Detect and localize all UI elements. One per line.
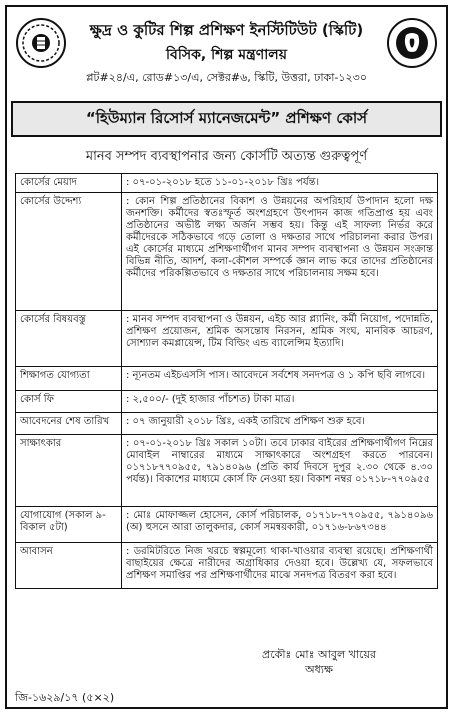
table-row — [16, 435, 438, 507]
course-title-banner: “হিউম্যান রিসোর্স ম্যানেজমেন্ট” প্রশিক্ষণ কোর্স — [11, 101, 442, 137]
row-label: কোর্সের বিষয়বস্তু — [16, 311, 122, 367]
table-row — [16, 507, 438, 543]
row-label: কোর্সের উদ্দেশ্য — [16, 193, 122, 311]
ministry-name: বিসিক, শিল্প মন্ত্রণালয় — [166, 47, 287, 63]
row-label: কোর্স ফি — [16, 391, 122, 413]
organization-address: প্লট#২৪/এ, রোড#১৩/এ, সেক্টর#৬, স্কিটি, উত্তরা, ঢাকা-১২৩০ — [86, 71, 367, 84]
signatory-name: প্রকৌঃ মোঃ আবুল খায়ের — [262, 648, 376, 661]
table-row — [16, 543, 438, 589]
row-label: কোর্সের মেয়াদ — [16, 174, 122, 193]
organization-title: ক্ষুদ্র ও কুটির শিল্প প্রশিক্ষণ ইনস্টিটিউট (স্কিটি) — [89, 21, 364, 39]
row-value: : মোঃ মোফাজ্জল হোসেন, কোর্স পরিচালক, ০১৭১৮-৭৭০৯৫৫, ৭৯১৪০৯৬ (অ) হুসনে আরা তালুকদার, কোর্স সমন্বয়কারী, ০১৭১৬-৮৬৭৩৪৪ — [122, 507, 438, 543]
header — [7, 7, 446, 95]
row-value: : ০৭-০১-২০১৮ হতে ১১-০১-২০১৮ খ্রিঃ পর্যন্ত। — [122, 174, 438, 193]
row-value: : মানব সম্পদ ব্যবস্থাপনা ও উন্নয়ন, এইচ আর প্ল্যানিং, কর্মী নিয়োগ, পদোন্নতি, প্রশিক্ষণ প্রয়োজন, শ্রমিক অসন্তোষ নিরসন, শ্রমিক সংঘ, মানবিক আচরণ, সোশ্যাল কমপ্লায়েন্স, টিম বিল্ডিং এন্ড ব্যালেন্সিম ইত্যাদি। — [122, 311, 438, 367]
row-label: সাক্ষাৎকার — [16, 435, 122, 507]
row-value: : ন্যূনতম এইচএসসি পাস। আবেদনে সর্বশেষ সনদপত্র ও ১ কপি ছবি লাগবে। — [122, 367, 438, 391]
reference-number: জি-১৬২৯/১৭ (৫×২) — [15, 691, 115, 704]
row-label: শিক্ষাগত যোগ্যতা — [16, 367, 122, 391]
signature-block — [262, 647, 376, 677]
course-subtitle: মানব সম্পদ ব্যবস্থাপনার জন্য কোর্সটি অত্যন্ত গুরুত্বপূর্ণ — [85, 149, 368, 164]
table-row — [16, 174, 438, 193]
row-label: আবেদনের শেষ তারিখ — [16, 413, 122, 435]
government-emblem-icon — [386, 17, 438, 69]
table-row — [16, 311, 438, 367]
table-row — [16, 413, 438, 435]
row-value: : ০৭-০১-২০১৮ খ্রিঃ সকাল ১০টা। তবে ঢাকার বাইরের প্রশিক্ষণার্থীগণ নিম্নের মোবাইল নাম্বারের মাধ্যমে সাক্ষাৎকারে অংশগ্রহণ করতে পারবেন। ০১৭১৮৭৭০৯৫৫, ৭৯১৪০৯৬ (প্রতি কার্য দিবসে দুপুর ২.৩০ থেকে ৪.৩০ পর্যন্ত)। বিকাশের মাধ্যমে কোর্স ফি নেওয়া হয়। বিকাশ নম্বর ০১৭১৮-৭৭০৯৫৫ — [122, 435, 438, 507]
advertisement-frame — [5, 5, 448, 709]
course-info-table — [15, 173, 438, 589]
row-value: : ডরমিটরিতে নিজ খরচে স্বল্পমূল্যে থাকা-খাওয়ার ব্যবস্থা রয়েছে। প্রশিক্ষণার্থী বাছাইয়ের ক্ষেত্রে নারীদের অগ্রাধিকার দেওয়া হবে। উল্লেখ্য যে, সফলভাবে প্রশিক্ষণ সমাপ্তির পর প্রশিক্ষণার্থীদের মাঝে সনদপত্র বিতরণ করা হবে। — [122, 543, 438, 589]
table-row — [16, 367, 438, 391]
row-value: : ২,৫০০/- (দুই হাজার পাঁচশত) টাকা মাত্র। — [122, 391, 438, 413]
table-row — [16, 193, 438, 311]
table-row — [16, 391, 438, 413]
row-label: যোগাযোগ (সকাল ৯-বিকাল ৫টা) — [16, 507, 122, 543]
row-label: আবাসন — [16, 543, 122, 589]
row-value: : ০৭ জানুয়ারী ২০১৮ খ্রিঃ, একই তারিখে প্রশিক্ষণ শুরু হবে। — [122, 413, 438, 435]
bscic-logo-icon — [15, 17, 67, 69]
row-value: : কোন শিল্প প্রতিষ্ঠানের বিকাশ ও উন্নয়নের অপরিহার্য উপাদান হলো দক্ষ জনশক্তি। কর্মীদের স্বতঃস্ফূর্ত অংশগ্রহণে উৎপাদন কাজ গতিপ্রাপ্ত হয় এবং প্রতিষ্ঠানের অভীষ্ট লক্ষ্য অর্জন সম্ভব হয়। কিন্তু এই সাফল্য নির্ভর করে কর্মীদেরকে সঠিকভাবে গড়ে তোলা ও দক্ষতার সাথে পরিচালনা করার উপর। এই কোর্সের মাধ্যমে প্রশিক্ষণার্থীগণ মানব সম্পদ ব্যবস্থাপনা ও উন্নয়ন সংক্রান্ত বিভিন্ন নীতি, আদর্শ, কলা-কৌশল সম্পর্কে জ্ঞান লাভ করে তাদের প্রতিষ্ঠানের কর্মীদের পরিকল্পিতভাবে ও দক্ষতার সাথে পরিচালনায় সক্ষম হবে। — [122, 193, 438, 311]
signatory-designation: অধ্যক্ষ — [305, 663, 333, 676]
